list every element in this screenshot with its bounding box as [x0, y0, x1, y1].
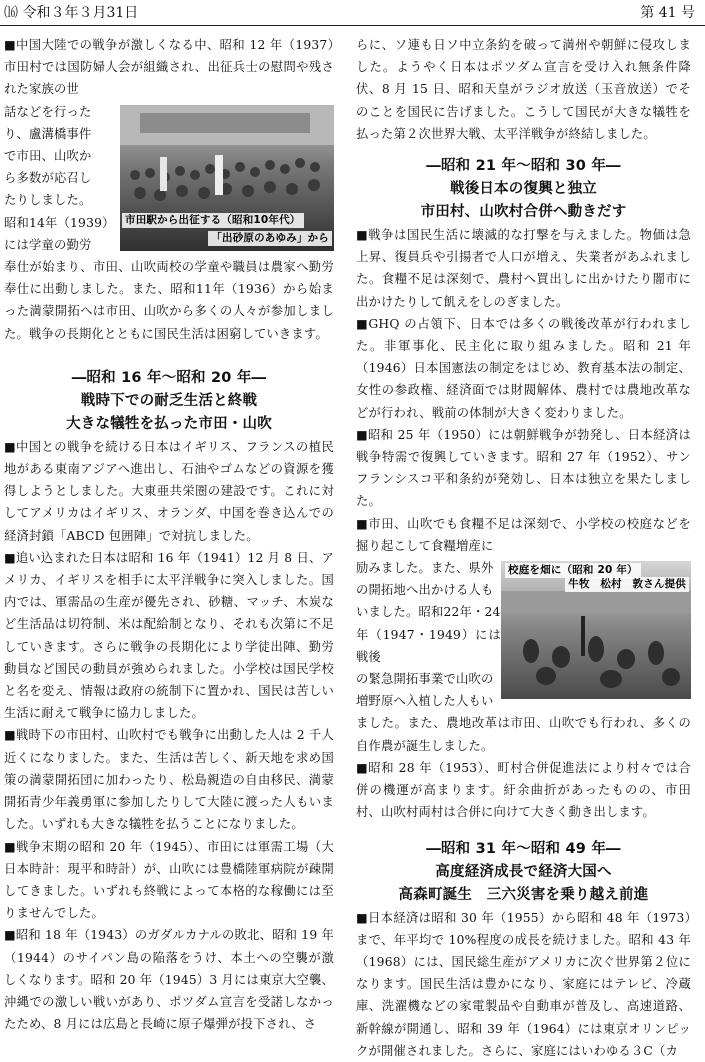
- section-subtitle: 高度経済成長で経済大国へ: [435, 863, 612, 880]
- spacer: [4, 345, 334, 367]
- section-subtitle: 戦後日本の復興と独立: [450, 181, 597, 198]
- paragraph: ■昭和 18 年（1943）のガダルカナルの敗北、昭和 19 年（1944）のサイパン島の陥落をうけ、本土への空襲が激しくなります。昭和 20 年（1945）3 月には東京大空襲、沖縄での激しい戦いがあり、ポツダム宣言を受諾しなかったため、8 月には広島と長崎に原子爆弾が投下され、さ: [4, 928, 334, 1032]
- spacer: [356, 145, 691, 155]
- section-subtitle: 大きな犠牲を払った市田・山吹: [66, 415, 272, 432]
- wrap-line-6: 昭和14年（1939）: [4, 215, 115, 230]
- wrap-line-6: 増野原へ入植した人もい: [356, 694, 494, 709]
- section-title: ―昭和 16 年～昭和 20 年―: [71, 369, 267, 386]
- wrap-line-5: の緊急開拓事業で山吹の: [356, 672, 494, 687]
- wrap-line-4: ら多数が応召し: [4, 171, 92, 186]
- issue-date: ⒃ 令和３年３月31日: [4, 5, 139, 21]
- photo-schoolyard-field: [501, 561, 691, 699]
- section-heading-1941-1945: [4, 367, 334, 436]
- photo-caption-line2: 「出砂原のあゆみ」から: [208, 231, 332, 246]
- section-title: ―昭和 21 年～昭和 30 年―: [426, 158, 621, 175]
- wrap-line-5: たりしました。: [4, 193, 92, 208]
- paragraph: ■戦争は国民生活に壊滅的な打撃を与えました。物価は急上昇、復員兵や引揚者で人口が増え、失業者があふれました。食糧不足は深刻で、農村へ買出しに出かけたり闇市に出かけたりして飢えをしのぎました。: [356, 228, 691, 309]
- paragraph-war-intro-lead: ■中国大陸での戦争が激しくなる中、昭和 12 年（1937）市田村では国防婦人会が組織され、出征兵士の慰問や残された家族の世: [4, 38, 334, 97]
- section-heading-1956-1974: [356, 838, 691, 907]
- page-header: [0, 0, 705, 26]
- photo-departure-station: [120, 105, 334, 251]
- paragraph: ■戦時下の市田村、山吹村でも戦争に出動した人は 2 千人近くになりました。また、生活は苦しく、新天地を求め国策の満蒙開拓団に加わったり、松島親造の自由移民、満蒙開拓青少年義勇軍に参加したりして大陸に渡った人もいました。いずれも大きな犠牲を払うことになりました。: [4, 728, 334, 832]
- photo-caption-line1: 市田駅から出征する（昭和10年代）: [122, 213, 304, 228]
- paragraph: ■GHQ の占領下、日本では多くの戦後改革が行われました。非軍事化、民主化に取り組みました。昭和 21 年（1946）日本国憲法の制定をはじめ、教育基本法の制定、女性の参政権、経済面では財閥解体、農村では農地改革などが行われ、戦前の体制が大きく変わりました。: [356, 316, 691, 420]
- paragraph: ■昭和 25 年（1950）には朝鮮戦争が勃発し、日本経済は戦争特需で復興していきます。昭和 27 年（1952）、サンフランシスコ平和条約が発効し、日本は独立を果たしました。: [356, 427, 691, 509]
- right-column: [356, 34, 691, 1062]
- wrap-line-3: いました。昭和22年・24: [356, 605, 501, 620]
- section-heading-1946-1955: [356, 155, 691, 224]
- wrap-line-2: の開拓地へ出かける人も: [356, 583, 494, 598]
- spacer: [356, 824, 691, 838]
- wrap-line-1: 励みました。また、県外: [356, 561, 494, 576]
- paragraph-high-growth: ■日本経済は昭和 30 年（1955）から昭和 48 年（1973）まで、年平均で 10%程度の成長を続けました。昭和 43 年（1968）には、国民総生産がアメリカに次ぐ世界第２位になります。国民生活は豊かになり、家庭にはテレビ、冷蔵庫、洗濯機などの家電製品や自動車が普及し、高速道路、新幹線が開通し、昭和 39 年（1964）には東京オリンピックが開催されました。さらに、家庭にはいわゆる３C（カ: [356, 910, 691, 1058]
- paragraph-war-end: らに、ソ連も日ソ中立条約を破って満州や朝鮮に侵攻しました。ようやく日本はポツダム宣言を受け入れ無条件降伏、8 月 15 日、昭和天皇がラジオ放送（玉音放送）でそのことを国民に告げました。こうして国民が大きな犠牲を払った第２次世界大戦、太平洋戦争が終結しました。: [356, 38, 691, 141]
- wrap-line-7: には学童の勤労: [4, 237, 92, 252]
- paragraph-war-intro-tail: 奉仕が始まり、市田、山吹両校の学童や職員は農家へ勤労奉仕に出動しました。また、昭和11年（1936）から始まった満蒙開拓へは市田、山吹から多くの人々が参加しました。戦争の長期化とともに国民生活は困窮していきます。: [4, 260, 334, 341]
- wrap-line-3: で市田、山吹か: [4, 149, 92, 164]
- paragraph: ■中国との戦争を続ける日本はイギリス、フランスの植民地がある東南アジアへ進出し、石油やゴムなどの資源を獲得しようとしました。大東亜共栄圏の建設です。これに対してアメリカはイギリス、オランダ、中国を巻き込んでの経済封鎖「ABCD 包囲陣」で対抗しました。: [4, 439, 334, 543]
- wrap-line-1: 話などを行った: [4, 104, 92, 119]
- issue-number: 第 41 号: [640, 5, 695, 21]
- section-subtitle: 戦時下での耐乏生活と終戦: [80, 392, 258, 409]
- photo-caption-line1: 校庭を畑に（昭和 20 年）: [505, 563, 641, 578]
- paragraph-food-tail: ました。また、農地改革は市田、山吹でも行われ、多くの自作農が誕生しました。: [356, 716, 691, 753]
- section-title: ―昭和 31 年～昭和 49 年―: [426, 840, 621, 857]
- paragraph: ■追い込まれた日本は昭和 16 年（1941）12 月 8 日、アメリカ、イギリスを相手に太平洋戦争に突入しました。国内では、軍需品の生産が優先され、砂糖、マッチ、木炭など生活品は切符制、米は配給制となり、それも次第に不足していきます。さらに戦争の長期化により学徒出陣、勤労動員など国民の動員が強められました。小学校は国民学校と名を変え、情報は政府の統制下に置かれ、国民は苦しい生活に耐えて戦争に協力しました。: [4, 550, 334, 721]
- paragraph-food-lead: ■市田、山吹でも食糧不足は深刻で、小学校の校庭などを掘り起こして食糧増産に: [356, 516, 691, 553]
- section-subtitle: 高森町誕生 三六災害を乗り越え前進: [398, 886, 649, 903]
- photo-caption-line2: 牛牧 松村 敦さん提供: [565, 577, 689, 592]
- wrap-line-4: 年（1947・1949）には戦後: [356, 627, 501, 664]
- photo-departure-image: [120, 105, 334, 251]
- left-column: [4, 34, 334, 1035]
- paragraph-merger: ■昭和 28 年（1953）、町村合併促進法により村々では合併の機運が高まります。紆余曲折があったものの、市田村、山吹村両村は合併に向けて大きく動き出します。: [356, 760, 691, 820]
- section-subtitle: 市田村、山吹村合併へ動きだす: [420, 204, 627, 221]
- wrap-line-2: り、盧溝橋事件: [4, 126, 92, 141]
- header-rule: [0, 25, 705, 26]
- paragraph: ■戦争末期の昭和 20 年（1945）、市田には軍需工場（大日本時計：現平和時計）が、山吹には豊橋陸軍病院が疎開してきました。いずれも終戦によって本格的な稼働には至りませんでした。: [4, 839, 334, 921]
